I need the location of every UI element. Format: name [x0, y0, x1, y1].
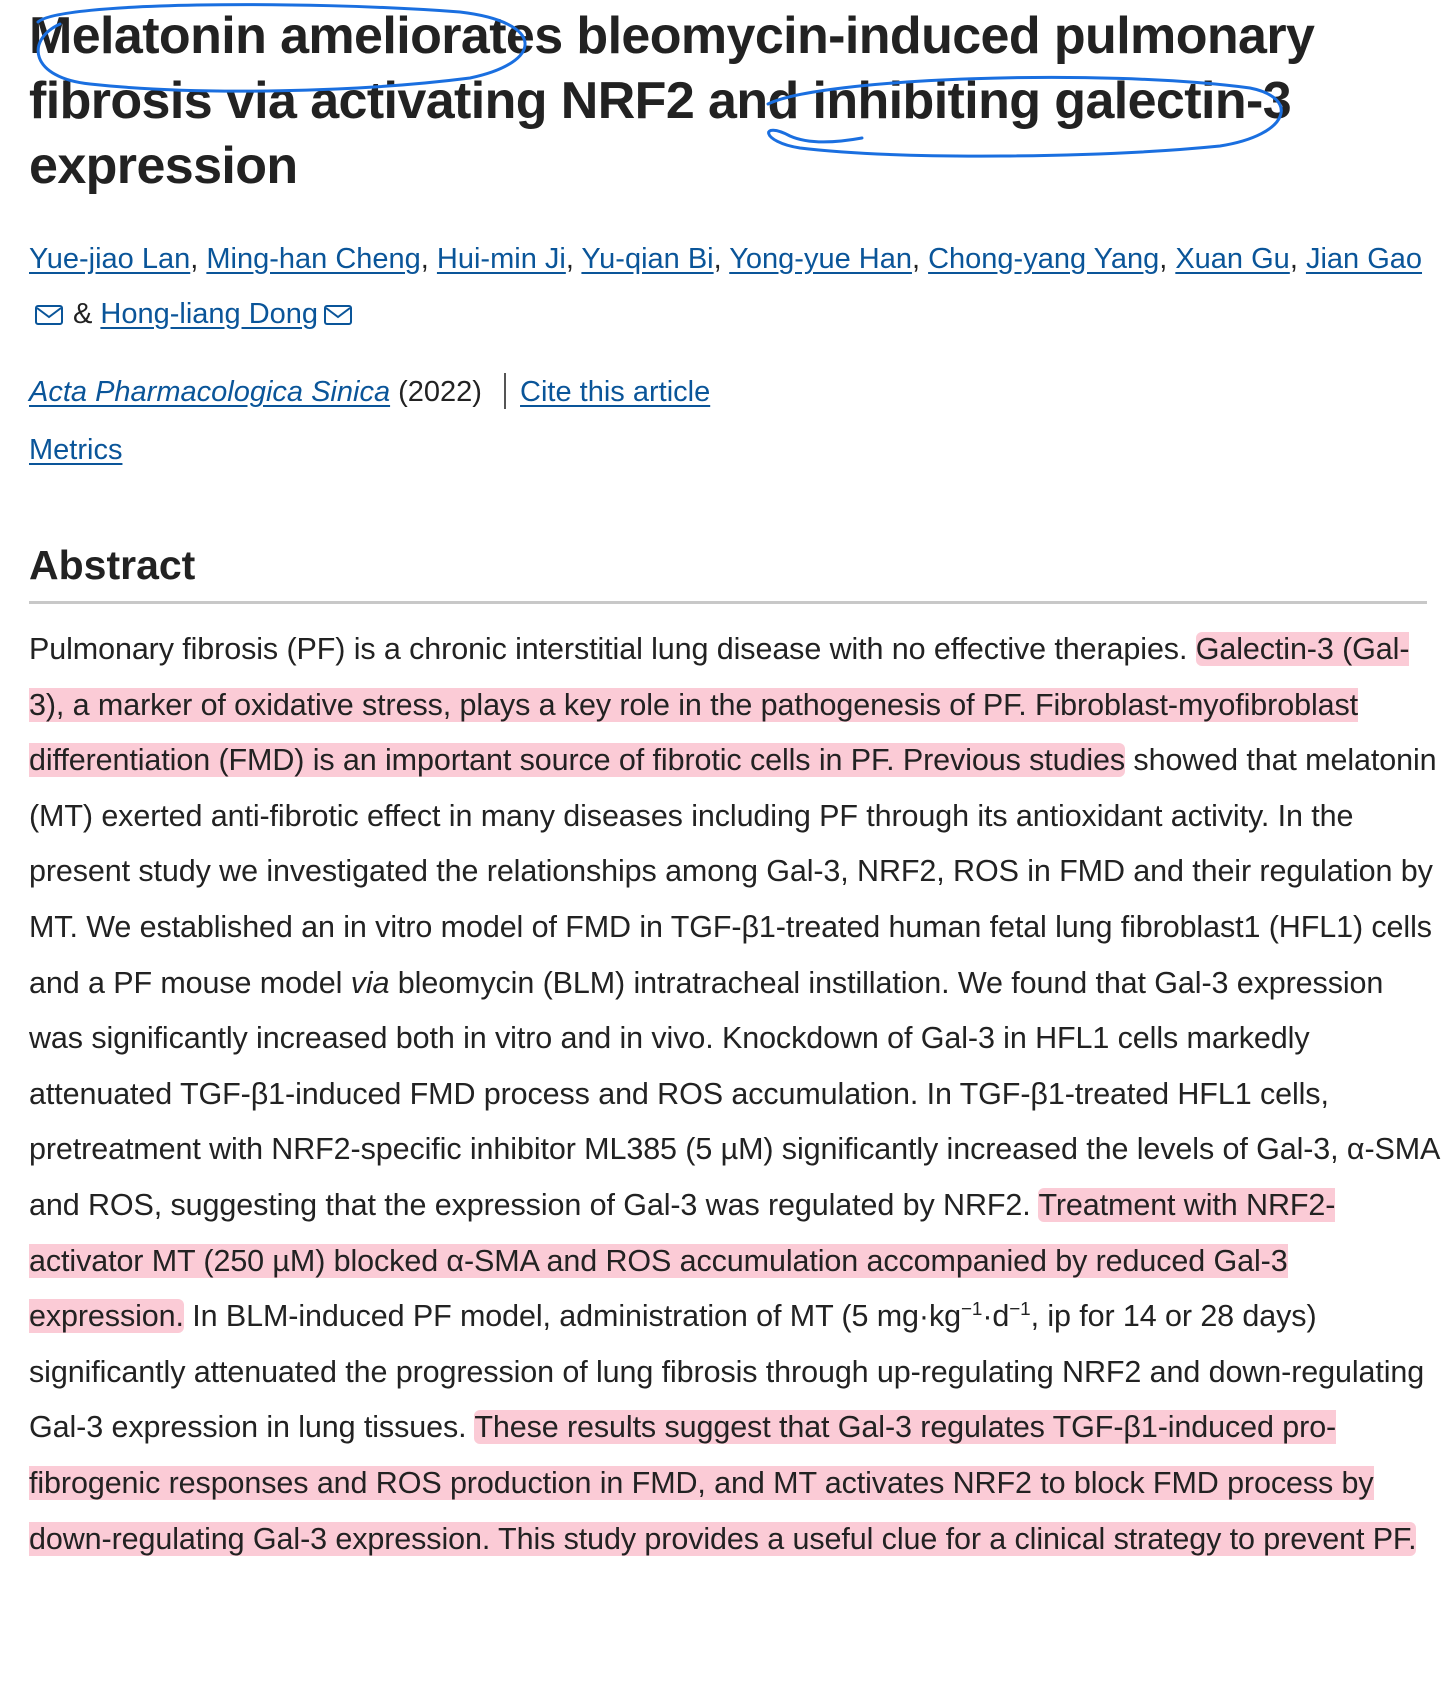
highlighted-text: Galectin-3 (Gal-3), a marker of oxidative stress, plays a key role in the pathogenesis of PF. Fibroblast-myofibroblast differentiation (FMD) is an important source of fibrotic cells in PF. Previous studies — [29, 632, 1410, 778]
abstract-segment: showed that melatonin (MT) exerted anti-fibrotic effect in many diseases including PF through its antioxidant activity. In the present study we investigated the relationships among Gal-3, NRF2, ROS in FMD and their regulation by MT. We established an in vitro model of FMD in TGF-β1-treated human fetal lung fibroblast1 (HFL1) cells and a PF mouse model — [29, 743, 1437, 1000]
abstract-segment: −1 — [1009, 1298, 1031, 1320]
highlighted-text: These results suggest that Gal-3 regulates TGF-β1-induced pro-fibrogenic responses and ROS production in FMD, and MT activates NRF2 to block FMD process by down-regulating Gal-3 expression. This study provides a useful clue for a clinical strategy to prevent PF. — [29, 1410, 1417, 1556]
email-icon[interactable] — [35, 305, 63, 325]
author-separator: , — [565, 243, 582, 275]
section-divider — [29, 601, 1427, 604]
author-link[interactable]: Yong-yue Han — [729, 243, 912, 275]
author-link[interactable]: Xuan Gu — [1175, 243, 1290, 275]
abstract-segment: bleomycin (BLM) intratracheal instillation. We found that Gal-3 expression was significantly increased both in vitro and in vivo. Knockdown of Gal-3 in HFL1 cells markedly attenuated TGF-β1-induced FMD process and ROS accumulation. In TGF-β1-treated HFL1 cells, pretreatment with NRF2-specific inhibitor ML385 (5 µM) significantly increased the levels of Gal-3, α-SMA and ROS, suggesting that the expression of Gal-3 was regulated by NRF2. — [29, 965, 1439, 1222]
author-link[interactable]: Hui-min Ji — [436, 243, 566, 275]
abstract-segment: via — [350, 965, 390, 1000]
abstract-segment: , ip for 14 or 28 days) significantly attenuated the progression of lung fibrosis through up-regulating NRF2 and down-regulating Gal-3 expression in lung tissues. — [29, 1299, 1425, 1445]
author-list — [29, 232, 1434, 342]
abstract-heading: Abstract — [29, 542, 196, 588]
author-link[interactable]: Yue-jiao Lan — [29, 243, 191, 275]
author-link[interactable]: Chong-yang Yang — [928, 243, 1160, 275]
metrics-link[interactable]: Metrics — [29, 434, 123, 466]
author-link[interactable]: Jian Gao — [1305, 243, 1423, 275]
author-separator: , — [190, 243, 207, 275]
author-separator: , — [420, 243, 437, 275]
cite-article-link[interactable]: Cite this article — [520, 376, 711, 408]
author-separator: , — [1289, 243, 1306, 275]
authors-ampersand: & — [73, 298, 101, 330]
author-separator: , — [713, 243, 730, 275]
abstract-segment: In BLM-induced PF model, administration of MT (5 mg·kg — [183, 1299, 961, 1334]
highlighted-text: Treatment with NRF2-activator MT (250 µM) blocked α-SMA and ROS accumulation accompanied by reduced Gal-3 expression. — [29, 1187, 1336, 1334]
journal-line — [29, 372, 710, 412]
journal-link[interactable]: Acta Pharmacologica Sinica — [29, 376, 391, 408]
metrics-row — [29, 430, 122, 470]
author-link[interactable]: Ming-han Cheng — [206, 243, 421, 275]
abstract-text — [29, 622, 1439, 1567]
abstract-segment: ·d — [982, 1299, 1010, 1334]
divider — [504, 373, 506, 409]
publication-year: (2022) — [398, 376, 482, 408]
author-link[interactable]: Hong-liang Dong — [100, 298, 319, 330]
email-icon[interactable] — [324, 305, 352, 325]
abstract-segment: Pulmonary fibrosis (PF) is a chronic interstitial lung disease with no effective therapies. — [29, 632, 1196, 666]
author-separator: , — [911, 243, 929, 275]
article-title: Melatonin ameliorates bleomycin-induced pulmonary fibrosis via activating NRF2 and inhibiting galectin-3 expression — [29, 7, 1315, 195]
abstract-segment: −1 — [960, 1298, 983, 1320]
author-separator: , — [1159, 243, 1176, 275]
author-link[interactable]: Yu-qian Bi — [581, 243, 714, 275]
